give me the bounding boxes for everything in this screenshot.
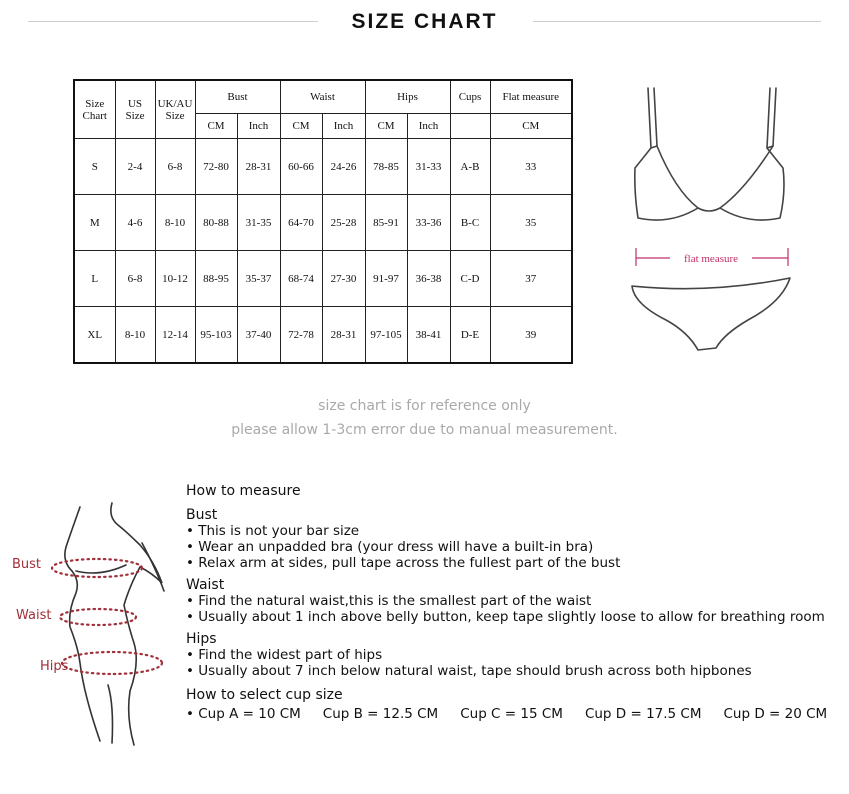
table-cell: 31-35 [237,195,280,251]
bust-label: Bust [12,557,42,572]
bust-tape [52,559,142,577]
how-to-heading: How to measure [186,483,301,499]
table-cell: 38-41 [407,307,450,364]
body-bust-curve [76,565,126,573]
hips-item: • Find the widest part of hips [186,647,383,663]
how-to-measure [186,483,827,722]
cup-d-large: Cup D = 20 CM [723,706,828,722]
waist-label: Waist [16,608,52,623]
table-cell: 78-85 [365,139,407,195]
size-table [73,79,573,364]
header-waist-inch: Inch [322,114,365,139]
table-cell: 12-14 [155,307,195,364]
table-cell: 91-97 [365,251,407,307]
table-cell: 24-26 [322,139,365,195]
table-cell: 6-8 [115,251,155,307]
table-cell: B-C [450,195,490,251]
cup-d: Cup D = 17.5 CM [584,706,702,722]
header-bust: Bust [195,80,280,114]
hips-tape [62,652,162,674]
bust-title: Bust [186,507,218,523]
bra-strap-right [767,88,770,148]
table-cell: 10-12 [155,251,195,307]
body-figure [30,495,180,750]
cup-c: Cup C = 15 CM [460,706,563,722]
cup-title: How to select cup size [186,687,343,703]
table-row [74,195,572,251]
header-cups-blank [450,114,490,139]
table-cell: 36-38 [407,251,450,307]
bikini-illustration [620,80,800,355]
bikini-bottom [632,278,790,350]
table-cell: 4-6 [115,195,155,251]
table-cell: 2-4 [115,139,155,195]
body-leg-gap [108,685,113,743]
table-cell: 39 [490,307,572,364]
table-cell: 31-33 [407,139,450,195]
table-cell: C-D [450,251,490,307]
table-row [74,251,572,307]
table-cell: 88-95 [195,251,237,307]
header-text: UK/AU [157,97,193,110]
waist-item: • Usually about 1 inch above belly button, keep tape slightly loose to allow for breathing room [186,609,825,625]
body-arm [142,543,164,591]
table-cell: 80-88 [195,195,237,251]
header-bust-inch: Inch [237,114,280,139]
bra-center [698,208,720,211]
header-cups: Cups [450,80,490,114]
hips-title: Hips [186,631,217,647]
table-row [74,139,572,195]
table-cell: 85-91 [365,195,407,251]
header-hips: Hips [365,80,450,114]
header-text: US [127,97,143,110]
flat-measure-label: flat measure [683,253,739,265]
reference-note: size chart is for reference only [318,398,531,414]
table-cell: 64-70 [280,195,322,251]
table-cell: A-B [450,139,490,195]
page-title: SIZE CHART [351,10,498,33]
table-cell: 95-103 [195,307,237,364]
waist-item: • Find the natural waist,this is the smallest part of the waist [186,593,592,609]
title-rule-right [533,21,821,22]
cup-a: • Cup A = 10 CM [186,706,301,722]
header-bust-cm: CM [195,114,237,139]
table-cell: 60-66 [280,139,322,195]
table-cell: XL [74,307,115,364]
table-cell: M [74,195,115,251]
bra-cup-left [635,146,698,220]
header-hips-cm: CM [365,114,407,139]
header-text: Size [125,109,145,122]
header-text: Size [165,109,185,122]
table-cell: 8-10 [115,307,155,364]
hips-label: Hips [40,659,69,674]
bra-strap-right-inner [773,88,776,146]
header-us-size [115,80,155,139]
table-cell: 6-8 [155,139,195,195]
bust-item: • Relax arm at sides, pull tape across the fullest part of the bust [186,555,621,571]
cup-size-list [186,706,827,722]
header-hips-inch: Inch [407,114,450,139]
table-cell: 25-28 [322,195,365,251]
table-cell: 33-36 [407,195,450,251]
bra-cup-right [720,146,784,220]
table-cell: 97-105 [365,307,407,364]
table-cell: 35 [490,195,572,251]
header-waist: Waist [280,80,365,114]
bra-strap-left-inner [654,88,657,146]
error-note: please allow 1-3cm error due to manual measurement. [231,422,618,438]
cup-b: Cup B = 12.5 CM [322,706,439,722]
header-flat-measure: Flat measure [490,80,572,114]
table-cell: 28-31 [237,139,280,195]
table-cell: 68-74 [280,251,322,307]
table-cell: S [74,139,115,195]
table-cell: 72-80 [195,139,237,195]
table-cell: D-E [450,307,490,364]
header-flat-cm: CM [490,114,572,139]
table-cell: 37-40 [237,307,280,364]
header-text: Chart [82,109,107,122]
bust-item: • This is not your bar size [186,523,360,539]
table-cell: 33 [490,139,572,195]
header-waist-cm: CM [280,114,322,139]
table-cell: 8-10 [155,195,195,251]
table-row [74,307,572,364]
table-cell: 37 [490,251,572,307]
table-cell: 72-78 [280,307,322,364]
header-size-chart [74,80,115,139]
hips-item: • Usually about 7 inch below natural waist, tape should brush across both hipbones [186,663,752,679]
table-cell: 27-30 [322,251,365,307]
header-text: Size [85,97,105,110]
waist-title: Waist [186,577,225,593]
table-cell: 35-37 [237,251,280,307]
table-cell: 28-31 [322,307,365,364]
table-cell: L [74,251,115,307]
header-ukau-size [155,80,195,139]
bra-strap-left [648,88,651,148]
body-outline-right [111,503,162,745]
bust-item: • Wear an unpadded bra (your dress will have a built-in bra) [186,539,594,555]
